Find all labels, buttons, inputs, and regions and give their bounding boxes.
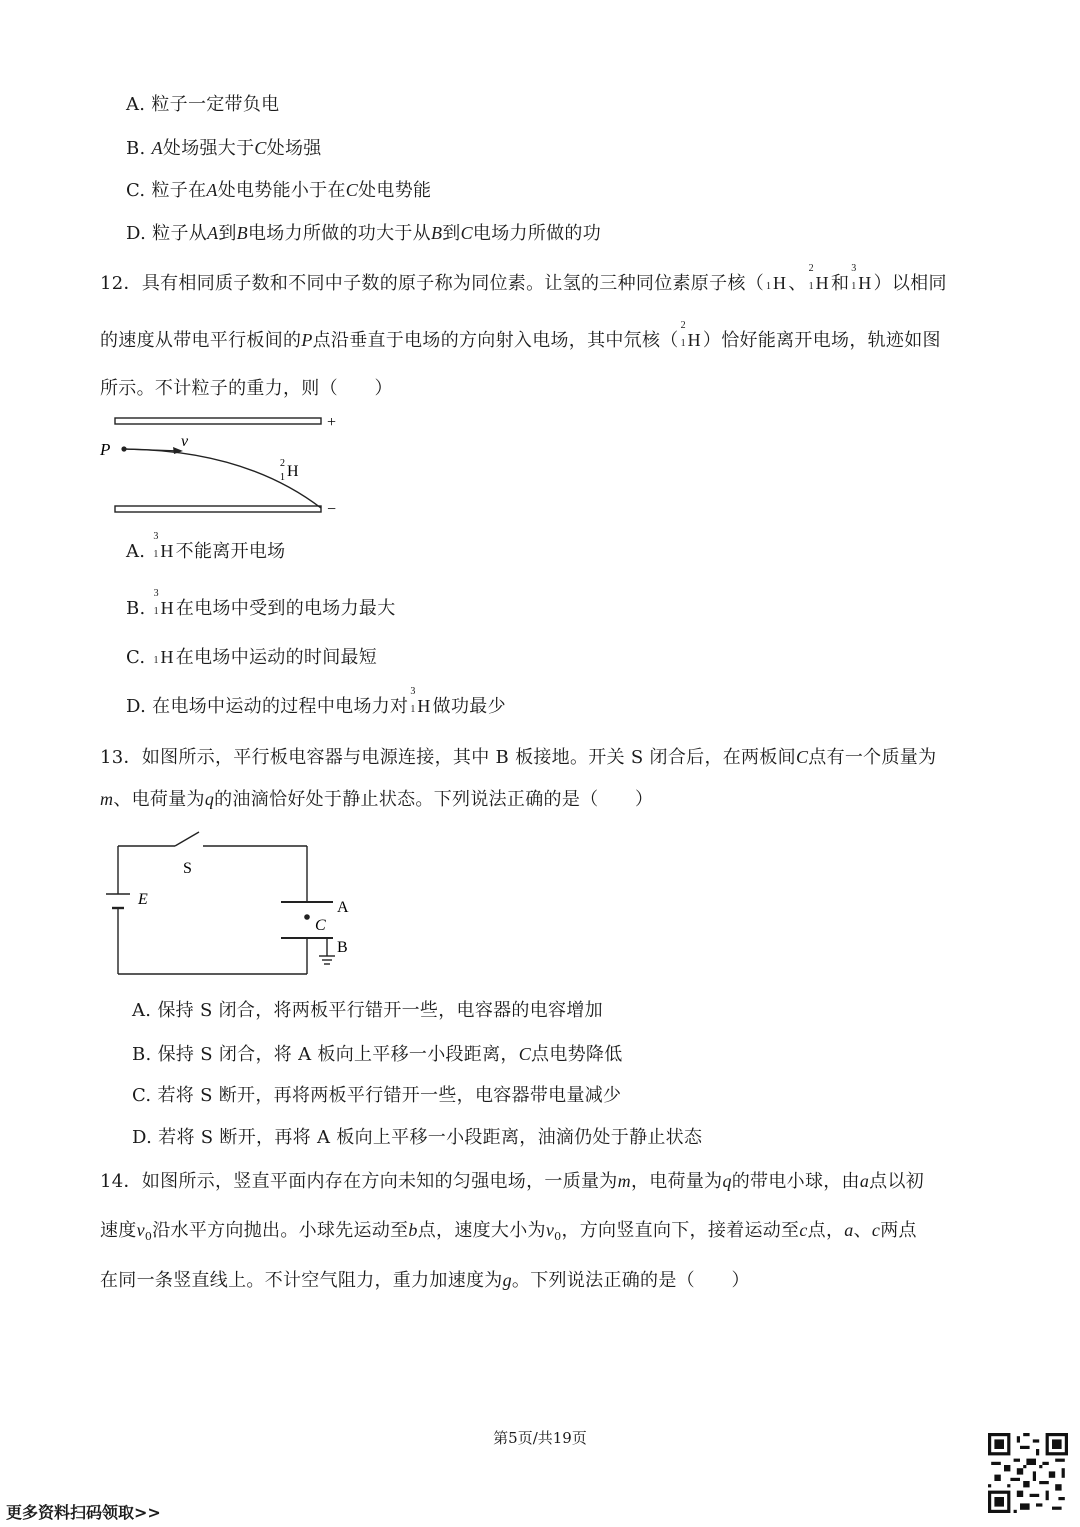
minus-sign: − xyxy=(327,501,337,518)
nuclide-h2: 2 1 H xyxy=(808,263,829,293)
q12-stem-line-2: 的速度从带电平行板间的P点沿垂直于电场的方向射入电场，其中氘核（ 2 1 H ）恰好能离开电场，轨迹如图 xyxy=(100,320,941,351)
q13-option-a: A. 保持 S 闭合，将两板平行错开一些，电容器的电容增加 xyxy=(132,1000,603,1021)
q13-option-b: B. 保持 S 闭合，将 A 板向上平移一小段距离，C点电势降低 xyxy=(132,1044,623,1065)
q11-option-b: B. A处场强大于C处场强 xyxy=(126,138,322,159)
switch-blade xyxy=(175,832,199,846)
q12-figure-plates xyxy=(95,410,355,520)
bottom-plate xyxy=(115,506,321,512)
label-h2-sub: 1 xyxy=(280,472,285,483)
label-p: P xyxy=(100,440,111,459)
label-h2-sym: H xyxy=(287,463,299,480)
nuclide-h2: 2 1 H xyxy=(680,320,701,350)
label-b: B xyxy=(337,939,348,956)
page-number: 第5页/共19页 xyxy=(493,1429,587,1447)
q12-option-a: A. 3 1 H 不能离开电场 xyxy=(126,531,286,562)
plus-sign: + xyxy=(327,414,337,431)
label-c: C xyxy=(315,917,326,934)
label-a: A xyxy=(337,899,349,916)
q13-figure-circuit xyxy=(95,828,365,984)
scan-more-link[interactable]: 更多资料扫码领取>> xyxy=(6,1503,161,1522)
label-v: v xyxy=(181,433,189,450)
q11-option-a: A. 粒子一定带负电 xyxy=(126,94,280,115)
q11-option-d: D. 粒子从A到B电场力所做的功大于从B到C电场力所做的功 xyxy=(126,223,601,244)
q13-option-c: C. 若将 S 断开，再将两板平行错开一些，电容器带电量减少 xyxy=(132,1085,622,1106)
label-e: E xyxy=(138,891,148,908)
q12-option-c: C. 1 H 在电场中运动的时间最短 xyxy=(126,647,378,668)
q12-option-d: D. 在电场中运动的过程中电场力对 3 1 H 做功最少 xyxy=(126,686,506,717)
q12-stem-line-3: 所示。不计粒子的重力，则（ ） xyxy=(100,378,393,399)
oil-drop xyxy=(304,914,310,920)
nuclide-h3: 3 1 H xyxy=(851,263,872,293)
q13-option-d: D. 若将 S 断开，再将 A 板向上平移一小段距离，油滴仍处于静止状态 xyxy=(132,1127,703,1148)
top-plate xyxy=(115,418,321,424)
nuclide-h1: 1 H xyxy=(766,273,787,293)
q12-option-b: B. 3 1 H 在电场中受到的电场力最大 xyxy=(126,588,396,619)
q12-stem-line-1: 12．具有相同质子数和不同中子数的原子称为同位素。让氢的三种同位素原子核（ 1 H 、 2 1 H 和 3 1 H ）以相同 xyxy=(100,263,947,294)
q11-option-c: C. 粒子在A处电势能小于在C处电势能 xyxy=(126,180,432,201)
q14-stem-line-1: 14．如图所示，竖直平面内存在方向未知的匀强电场，一质量为m，电荷量为q的带电小球，由a点以初 xyxy=(100,1171,925,1192)
label-h2-sup: 2 xyxy=(280,458,285,469)
q13-stem-line-2: m、电荷量为q的油滴恰好处于静止状态。下列说法正确的是（ ） xyxy=(100,789,654,810)
qr-code-icon[interactable] xyxy=(988,1433,1068,1513)
q13-stem-line-1: 13．如图所示，平行板电容器与电源连接，其中 B 板接地。开关 S 闭合后，在两板间C点有一个质量为 xyxy=(100,747,937,768)
label-s: S xyxy=(183,860,192,877)
q14-stem-line-3: 在同一条竖直线上。不计空气阻力，重力加速度为g。下列说法正确的是（ ） xyxy=(100,1270,750,1291)
q14-stem-line-2: 速度$v_0$沿水平方向抛出。小球先运动至b点，速度大小为$v_0$，方向竖直向下，接着运动至c点，a、c两点 xyxy=(100,1220,917,1243)
